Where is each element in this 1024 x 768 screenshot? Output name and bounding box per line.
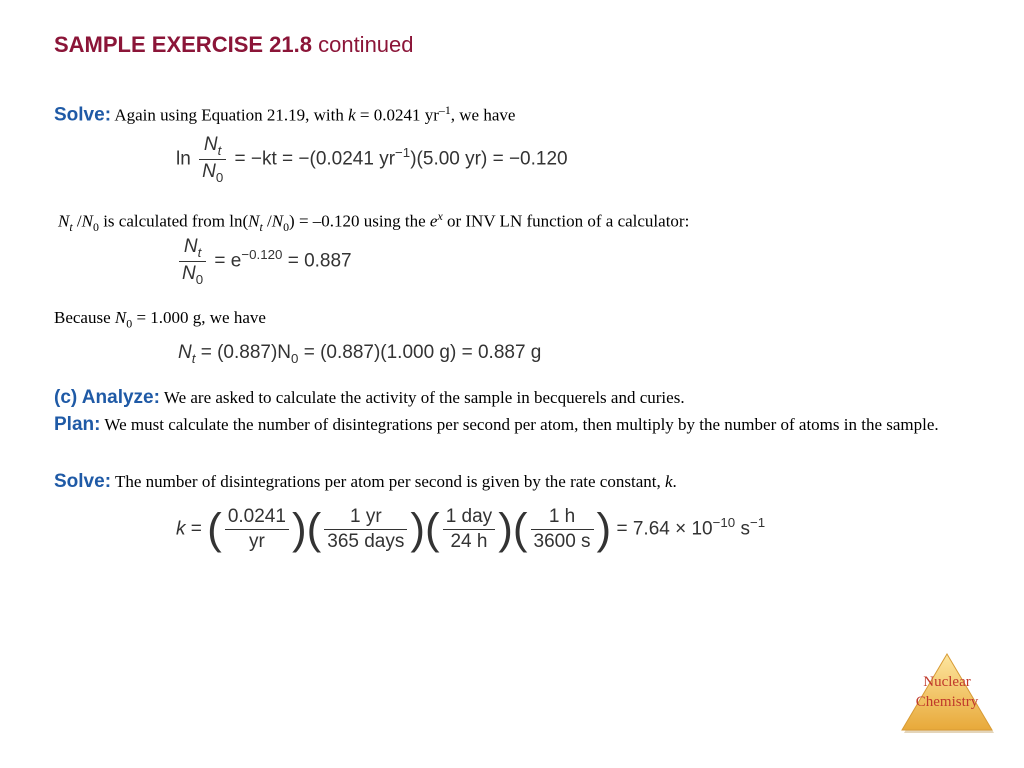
equation-ln-ratio: ln $\frac{N_t}{N_0}$ = −kt = −(0.0241 $yr^{-1})(5.00$ yr) = −0.120 xyxy=(176,134,568,185)
ratio-description: $N_t$ $/N_0$ is calculated from $\ln(N_t$ $/N_0) = -0.120$ using the $e^x$ or INV LN function of a calculator: xyxy=(58,209,690,235)
logo-text-line2: Chemistry xyxy=(915,694,979,710)
fraction-nt-n0: $\frac{N_t}{N_0}$ xyxy=(179,236,206,287)
fraction-nt-n0: $\frac{N_t}{N_0}$ xyxy=(199,134,226,185)
fraction-rate: $\frac{0.0241}{yr}$ xyxy=(225,506,289,553)
solve-label: Solve: xyxy=(54,471,112,492)
plan-paragraph: Plan: We must calculate the number of disintegrations per second per atom, then multiply by the number of atoms in the sample. xyxy=(54,414,939,435)
analyze-line: (c) Analyze: We are asked to calculate the activity of the sample in becquerels and curies. xyxy=(54,387,685,408)
solve-intro: Solve: Again using Equation 21.19, with k = 0.0241 $yr^{-1}$, we have xyxy=(54,103,516,126)
plan-label: Plan: xyxy=(54,414,101,435)
fraction-day-hours: $\frac{\text{1 day}}{24 h}$ xyxy=(443,506,495,553)
solve-label: Solve: xyxy=(54,104,112,126)
fraction-yr-days: $\frac{1 yr}{\text{365 days}}$ xyxy=(324,506,407,553)
analyze-label: (c) Analyze: xyxy=(54,387,160,408)
equation-rate-constant: k = ( $\frac{0.0241}{yr}$ )( $\frac{1 yr}{\text{365 days}}$ )( $\frac{\text{1 day}}{24 h}$ )( $\frac{1 h}{3600 s}$ ) = $7.64 \times 10^{-10}$ $s^{-1}$ xyxy=(176,504,766,554)
fraction-hour-seconds: $\frac{1 h}{3600 s}$ xyxy=(531,506,594,553)
logo-text-line1: Nuclear xyxy=(923,674,971,690)
equation-nt-mass: $N_t = (0.887)N_0 = (0.887)(1.000$ g) = 0.887 g xyxy=(178,342,542,366)
nuclear-chemistry-logo xyxy=(898,650,996,736)
solve-rate-line: Solve: The number of disintegrations per atom per second is given by the rate constant, k. xyxy=(54,471,677,492)
page-title: SAMPLE EXERCISE 21.8 continued xyxy=(54,32,414,57)
equation-exponential: $\frac{N_t}{N_0}$ = $e^{-0.120} = 0.887$ xyxy=(176,236,352,287)
because-line: Because $N_0 = 1.000$ g, we have xyxy=(54,308,266,331)
